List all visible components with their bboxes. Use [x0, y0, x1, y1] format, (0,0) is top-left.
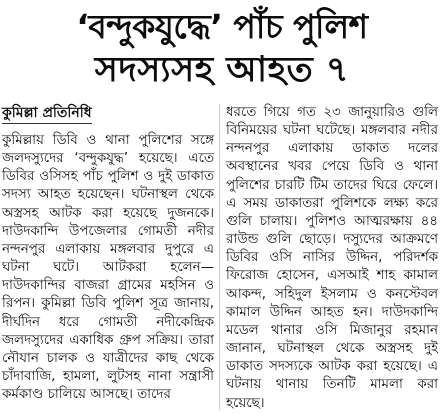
headline-line-1: ‘বন্দুকযুদ্ধে’ পাঁচ পুলিশ — [76, 7, 368, 46]
headline — [0, 6, 444, 92]
body-paragraph-left: কুমিল্লায় ডিবি ও থানা পুলিশের সঙ্গে জলদস্যুদের ‘বন্দুকযুদ্ধ’ হয়েছে। এতে ডিবির ওসিসহ পাঁচ পুলিশ ও দুই ডাকাত সদস্য আহত হয়েছেন। ঘটনাস্থল থেকে অস্ত্রসহ আটক করা হয়েছে দুজনকে। দাউদকান্দি উপজেলার গোমতী নদীর নন্দনপুর এলাকায় মঙ্গলবার দুপুরে এ ঘটনা ঘটে। আটকরা হলেন—দাউদকান্দির বাজরা গ্রামের মহসিন ও রিপন। কুমিল্লা ডিবি পুলিশ সূত্র জানায়, দীর্ঘদিন ধরে গোমতী নদীকেন্দ্রিক জলদস্যুদের একাধিক গ্রুপ সক্রিয়। তারা নৌযান চালক ও যাত্রীদের কাছ থেকে চাঁদাবাজি, হামলা, লুটসহ নানা সন্ত্রাসী কর্মকাণ্ড চালিয়ে আসছে। তাদের — [2, 133, 214, 403]
column-divider — [219, 104, 220, 410]
headline-line-2: সদস্যসহ আহত ৭ — [94, 50, 350, 90]
article-column-left — [2, 104, 214, 404]
article-column-right — [226, 104, 438, 413]
byline-text: কুমিল্লা প্রতিনিধি — [2, 104, 92, 124]
body-paragraph-right: ধরতে গিয়ে গত ২৩ জানুয়ারিও গুলি বিনিময়ের ঘটনা ঘটেছে। মঙ্গলবার নদীর নন্দনপুর এলাকায় ডাকাত দলের অবস্থানের খবর পেয়ে ডিবি ও থানা পুলিশের চারটি টিম তাদের ঘিরে ফেলে। এ সময় ডাকাতরা পুলিশকে লক্ষ্য করে গুলি চালায়। পুলিশও আত্মরক্ষায় ৪৪ রাউন্ড গুলি ছোড়ে। দস্যুদের আক্রমণে ডিবির ওসি নাসির উদ্দিন, পরিদর্শক ফিরোজ হোসেন, এসআই শাহ কামাল আকন্দ, সহিদুল ইসলাম ও কনস্টেবল কামাল উদ্দিন আহত হন। দাউদকান্দি মডেল থানার ওসি মিজানুর রহমান জানান, ঘটনাস্থল থেকে অস্ত্রসহ দুই ডাকাত সদস্যকে আটক করা হয়েছে। এ ঘটনায় থানায় তিনটি মামলা করা হয়েছে। — [226, 105, 438, 411]
byline — [2, 104, 214, 124]
